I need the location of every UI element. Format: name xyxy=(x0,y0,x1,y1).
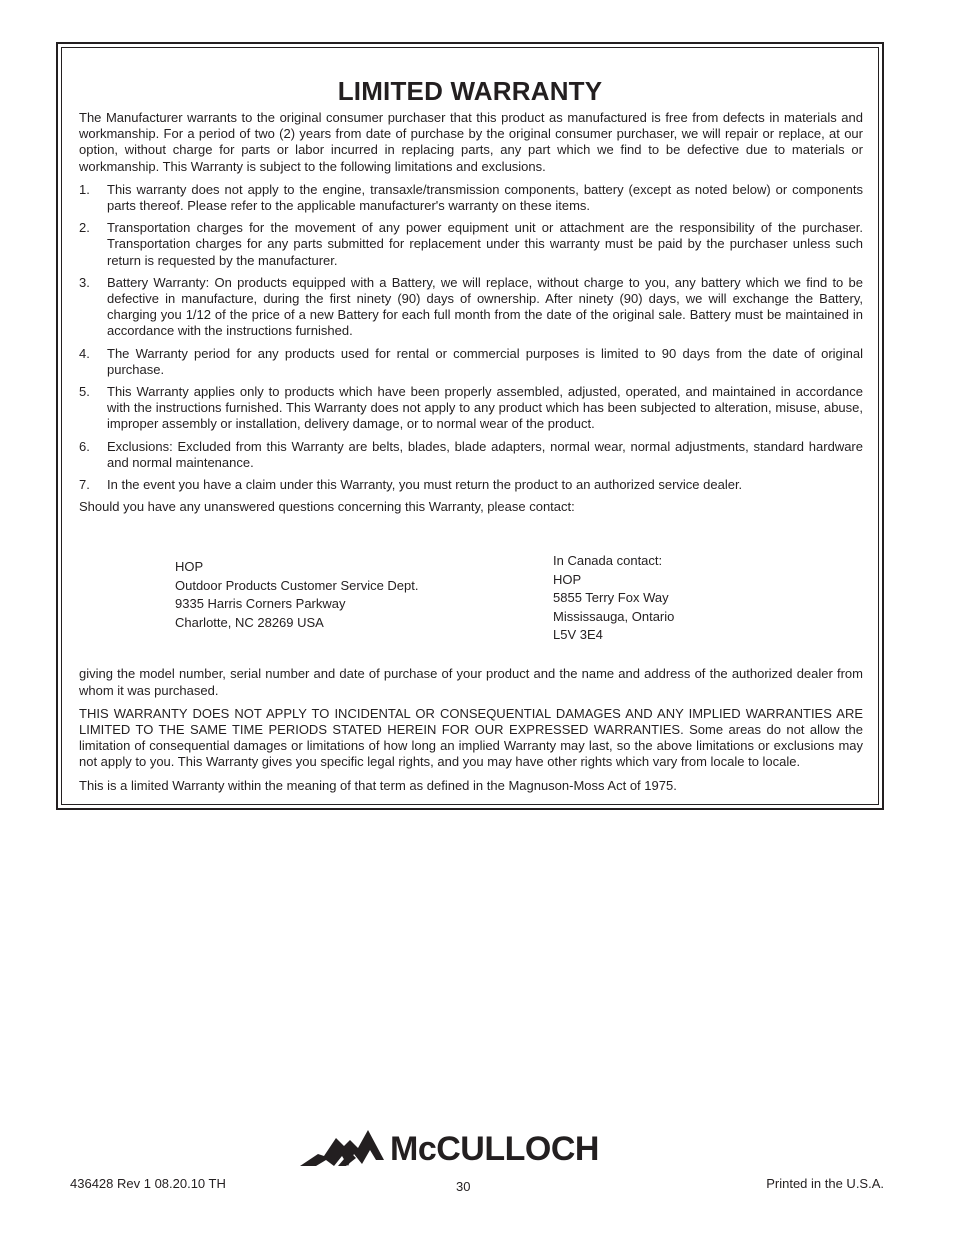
item-text: In the event you have a claim under this Warranty, you must return the product to an authorized service dealer. xyxy=(107,477,743,493)
list-item xyxy=(79,346,863,378)
logo-mountain-mark xyxy=(300,1130,384,1166)
item-number: 4. xyxy=(79,345,90,361)
item-text: Battery Warranty: On products equipped with a Battery, we will replace, without charge to you, any battery which we find to be defective in manufacture, during the first ninety (90) days of ownership. After ninety (90) days, we will exchange the Battery, charging you 1/12 of the price of a new Battery for each full month from the date of the original sale. Battery must be maintained in accordance with the instructions furnished. xyxy=(107,274,863,339)
item-number: 1. xyxy=(79,181,90,197)
us-address-line: 9335 Harris Corners Parkway xyxy=(175,596,346,612)
item-text: Exclusions: Excluded from this Warranty are belts, blades, blade adapters, normal wear, normal adjustments, standard hardware and normal maintenance. xyxy=(107,438,863,470)
mcculloch-logo xyxy=(298,1124,643,1168)
canada-address-line: Mississauga, Ontario xyxy=(553,608,675,624)
printed-in: Printed in the U.S.A. xyxy=(766,1176,884,1191)
item-number: 2. xyxy=(79,220,90,236)
page-title: LIMITED WARRANTY xyxy=(337,76,603,106)
list-item xyxy=(79,275,863,340)
us-address-line: Outdoor Products Customer Service Dept. xyxy=(175,577,419,593)
giving-paragraph: giving the model number, serial number and date of purchase of your product and the name and address of the authorized dealer from whom it was purchased. xyxy=(79,666,863,698)
item-number: 6. xyxy=(79,438,90,454)
canada-address-line: 5855 Terry Fox Way xyxy=(553,590,669,606)
item-text: This Warranty applies only to products which have been properly assembled, adjusted, operated, and maintained in accordance with the instructions furnished. This Warranty does not apply to any product which has been subjected to alteration, misuse, abuse, improper assembly or installation, delivery damage, or to normal wear of the product. xyxy=(107,384,863,432)
logo-wordmark: McCULLOCH xyxy=(390,1130,599,1168)
questions-paragraph: Should you have any unanswered questions concerning this Warranty, please contact: xyxy=(79,499,575,515)
list-item xyxy=(79,220,863,269)
warranty-frame xyxy=(56,42,884,810)
contact-addresses xyxy=(79,528,863,666)
list-item xyxy=(79,182,863,214)
warranty-body xyxy=(79,110,863,801)
us-address-line: Charlotte, NC 28269 USA xyxy=(175,614,324,630)
page-number: 30 xyxy=(456,1179,471,1194)
canada-address-line: In Canada contact: xyxy=(553,553,663,569)
us-address xyxy=(175,558,419,632)
document-id: 436428 Rev 1 08.20.10 TH xyxy=(70,1176,226,1191)
item-number: 7. xyxy=(79,477,90,493)
magnuson-moss-paragraph: This is a limited Warranty within the meaning of that term as defined in the Magnuson-Moss Act of 1975. xyxy=(79,777,677,793)
intro-paragraph: The Manufacturer warrants to the original consumer purchaser that this product as manufactured is free from defects in materials and workmanship. For a period of two (2) years from date of purchase by the original consumer purchaser, we will repair or replace, at our option, without charge for parts or labor incurred in replacing parts, any part which we find to be defective due to materials or workmanship. This Warranty is subject to the following limitations and exclusions. xyxy=(79,110,863,174)
us-address-line: HOP xyxy=(175,559,204,575)
item-text: Transportation charges for the movement of any power equipment unit or attachment are the responsibility of the purchaser. Transportation charges for any parts submitted for replacement under this warranty must be paid by the purchaser unless such return is requested by the manufacturer. xyxy=(107,220,863,268)
list-item xyxy=(79,384,863,433)
list-item xyxy=(79,439,863,471)
item-text: The Warranty period for any products used for rental or commercial purposes is limited to 90 days from the date of original purchase. xyxy=(107,345,863,377)
canada-address-line: HOP xyxy=(553,571,582,587)
item-number: 5. xyxy=(79,384,90,400)
list-item xyxy=(79,477,863,493)
item-text: This warranty does not apply to the engine, transaxle/transmission components, battery (except as noted below) or components parts thereof. Please refer to the applicable manufacturer's warranty on these items. xyxy=(107,181,863,214)
item-number: 3. xyxy=(79,274,90,290)
canada-address-line: L5V 3E4 xyxy=(553,627,603,643)
warranty-inner-border xyxy=(61,47,879,805)
canada-address xyxy=(553,552,674,644)
limitations-list xyxy=(79,182,863,493)
disclaimer-paragraph: THIS WARRANTY DOES NOT APPLY TO INCIDENTAL OR CONSEQUENTIAL DAMAGES AND ANY IMPLIED WARRANTIES ARE LIMITED TO THE SAME TIME PERIODS STATED HEREIN FOR OUR EXPRESSED WARRANTIES. Some areas do not allow the limitation of consequential damages or limitations of how long an implied Warranty may last, so the above limitations or exclusions may not apply to you. This Warranty gives you specific legal rights, and you may have other rights which vary from locale to locale. xyxy=(79,705,863,770)
